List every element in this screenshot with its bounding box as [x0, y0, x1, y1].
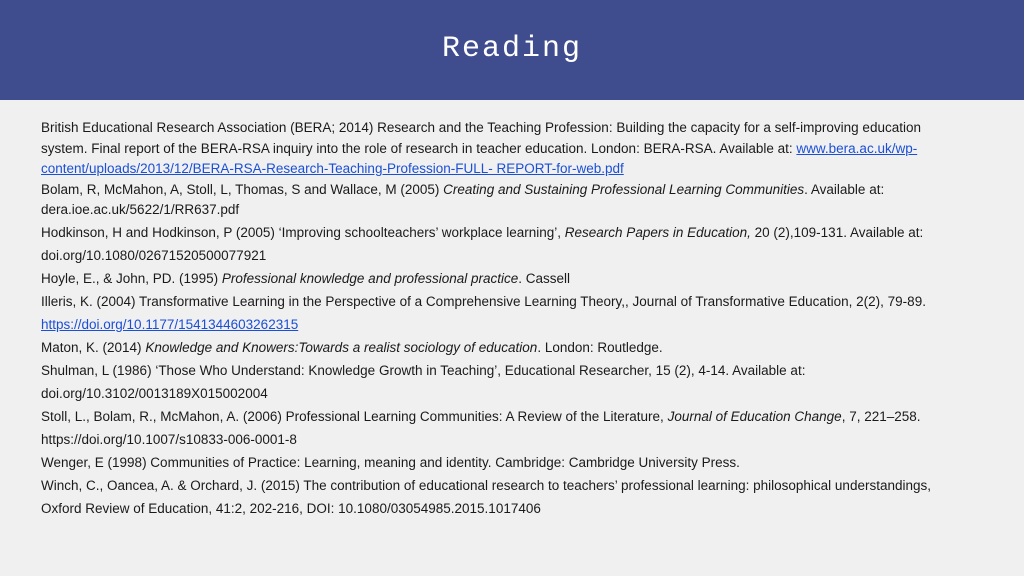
reference-item — [41, 180, 946, 221]
reference-title: Journal of Education Change — [667, 408, 842, 424]
reference-text: Bolam, R, McMahon, A, Stoll, L, Thomas, S and Wallace, M (2005) — [41, 181, 444, 197]
page-title: Reading — [441, 32, 583, 66]
reference-text: Shulman, L (1986) ‘Those Who Understand: Knowledge Growth in Teaching’, Educational Researcher, 15 (2), 4-14. Available at: doi.org/10.3102/0013189X015002004 — [41, 362, 806, 401]
reference-text: . Cassell — [518, 270, 571, 286]
reference-text: , 7, 221–258. https://doi.org/10.1007/s10833-006-0001-8 — [41, 408, 921, 447]
reference-text: Stoll, L., Bolam, R., McMahon, A. (2006) Professional Learning Communities: A Review of the Literature, — [41, 408, 668, 424]
reference-title: Creating and Sustaining Professional Learning Communities — [443, 181, 805, 197]
reference-text: Wenger, E (1998) Communities of Practice: Learning, meaning and identity. Cambridge: Cambridge University Press. — [41, 454, 740, 470]
reference-item — [41, 290, 946, 336]
reference-item — [41, 336, 946, 359]
reference-text: 20 (2),109-131. Available at: doi.org/10.1080/02671520500077921 — [41, 224, 924, 263]
reference-item — [41, 359, 946, 405]
reference-text: British Educational Research Association (BERA; 2014) Research and the Teaching Profession: Building the capacity for a self-improving education system. Final report of the BERA-RSA inquiry into the role of research in teacher education. London: BERA-RSA. Available at: — [41, 120, 921, 156]
reference-text: . Available at: dera.ioe.ac.uk/5622/1/RR637.pdf — [41, 181, 885, 217]
reference-text: Hoyle, E., & John, PD. (1995) — [41, 270, 222, 286]
reference-title: Professional knowledge and professional practice — [221, 270, 519, 286]
reference-text: . London: Routledge. — [537, 339, 663, 355]
reference-item — [41, 221, 946, 267]
reference-title: Research Papers in Education, — [564, 224, 751, 240]
reference-item — [41, 118, 946, 180]
reference-item — [41, 451, 946, 474]
reference-link[interactable]: https://doi.org/10.1177/1541344603262315 — [41, 316, 299, 332]
reference-title: Knowledge and Knowers:Towards a realist sociology of education — [145, 339, 538, 355]
reference-item — [41, 474, 946, 520]
reference-item — [41, 405, 946, 451]
slide-header — [0, 0, 1024, 100]
reference-text: Maton, K. (2014) — [41, 339, 146, 355]
reference-text: Hodkinson, H and Hodkinson, P (2005) ‘Improving schoolteachers’ workplace learning’, — [41, 224, 565, 240]
reference-list — [41, 118, 946, 520]
reference-text: Illeris, K. (2004) Transformative Learning in the Perspective of a Comprehensive Learning Theory,, Journal of Transformative Education, 2(2), 79-89. — [41, 293, 926, 309]
reference-item — [41, 267, 946, 290]
reference-text: Winch, C., Oancea, A. & Orchard, J. (2015) The contribution of educational research to teachers’ professional learning: philosophical understandings, Oxford Review of Education, 41:2, 202-216, DOI: 10.1080/03054985.2015.1017406 — [41, 477, 931, 516]
reference-link[interactable]: www.bera.ac.uk/wp-content/uploads/2013/12/BERA-RSA-Research-Teaching-Profession-FULL- REPORT-for-web.pdf — [41, 140, 918, 176]
